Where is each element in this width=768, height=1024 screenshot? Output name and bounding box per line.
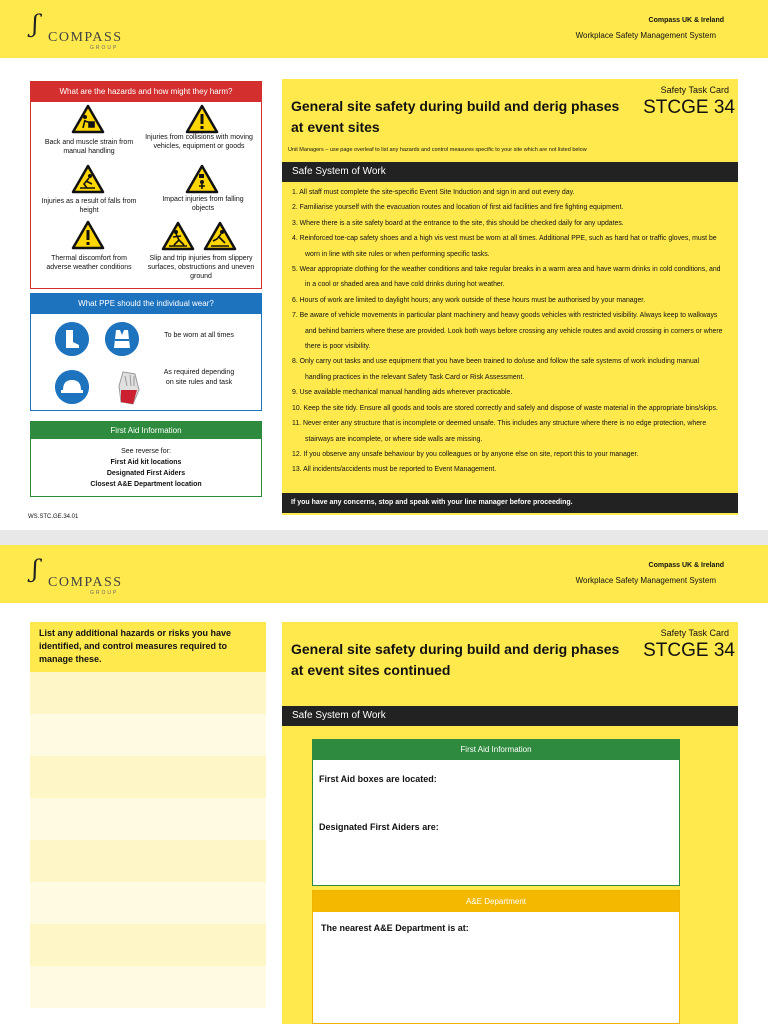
unit-managers-note: Unit Managers – use page overleaf to list any hazards and control measures specific to your site which are not listed below (288, 147, 587, 153)
writing-line[interactable] (30, 882, 266, 924)
manual-handling-warning-icon (71, 104, 105, 134)
hazard-text: Slip and trip injuries from slippery surfaces, obstructions and uneven ground (147, 255, 255, 280)
list-item: 5. Wear appropriate clothing for the weather conditions and take regular breaks in a warm area and have warm drinks in cold conditions, and in a cool or shaded area and have cold drinks during hot weather. (292, 266, 721, 289)
concerns-footer: If you have any concerns, stop and speak with your line manager before proceeding. (282, 493, 738, 513)
first-aid-heading: First Aid Information (313, 740, 679, 760)
writing-line[interactable] (30, 924, 266, 966)
list-item: 3. Where there is a site safety board at the entrance to the site, this should be checked daily for any updates. (292, 219, 624, 227)
first-aid-body (31, 439, 261, 490)
safety-boots-icon (55, 322, 89, 356)
slip-trip-warning-icon (203, 221, 237, 251)
writing-line[interactable] (30, 840, 266, 882)
hazards-heading: What are the hazards and how might they harm? (31, 82, 261, 102)
writing-line[interactable] (30, 756, 266, 798)
list-item: 6. Hours of work are limited to daylight hours; any work outside of these hours must be authorised by your manager. (292, 296, 646, 304)
falling-objects-warning-icon (185, 164, 219, 194)
first-aid-form (312, 739, 680, 886)
compass-logo (30, 555, 140, 596)
list-item: 8. Only carry out tasks and use equipment that you have been trained to do/use and follow the safe systems of work including manual handling practices in the relevant Safety Task Card or Risk Assessment. (292, 358, 700, 381)
list-item: 10. Keep the site tidy. Ensure all goods and tools are stored correctly and safely and dispose of waste material in the appropriate bins/skips. (292, 404, 718, 412)
card-code: STCGE 34 (643, 640, 735, 661)
writing-line[interactable] (30, 798, 266, 840)
hazard-text: Back and muscle strain from manual handling (44, 139, 134, 155)
task-card (282, 79, 738, 515)
steps-list (282, 180, 738, 478)
first-aid-panel (30, 421, 262, 497)
ppe-text: As required depending on site rules and task (163, 369, 235, 386)
system-name: Workplace Safety Management System (575, 31, 716, 40)
hard-hat-icon (55, 370, 89, 404)
org-name: Compass UK & Ireland (648, 17, 724, 24)
fall-warning-icon (71, 164, 105, 194)
org-name: Compass UK & Ireland (648, 562, 724, 569)
card-title: General site safety during build and derig phases at event sites continued (291, 641, 620, 678)
hi-vis-vest-icon (105, 322, 139, 356)
list-item: 11. Never enter any structure that is incomplete or deemed unsafe. This includes any structure where there is no edge protection, where stairways are incomplete, or where side walls are missing. (292, 420, 707, 443)
first-aid-boxes-label: First Aid boxes are located: (319, 774, 437, 784)
list-item: 1. All staff must complete the site-specific Event Site Induction and sign in and out every day. (292, 189, 575, 196)
ppe-text: To be worn at all times (164, 332, 234, 339)
logo-subtext: GROUP (90, 45, 119, 51)
ppe-heading: What PPE should the individual wear? (31, 294, 261, 314)
list-item: 12. If you observe any unsafe behaviour by you colleagues or by anyone else on site, report this to your manager. (292, 450, 639, 458)
safe-system-heading: Safe System of Work (282, 706, 738, 726)
ppe-panel (30, 293, 262, 411)
list-item: 7. Be aware of vehicle movements in particular plant machinery and heavy goods vehicles with restricted visibility. Always keep to walkways and behind barriers where these are provided. Look both ways before crossing any vehicle routes and avoid crossing in corners or where there is poor visibility. (292, 312, 723, 351)
additional-hazards-panel (30, 622, 266, 1024)
slip-trip-warning-icon (161, 221, 195, 251)
first-aiders-label: Designated First Aiders are: (319, 822, 439, 832)
logo-text: COMPASS (48, 575, 123, 590)
first-aid-line: See reverse for: (121, 448, 171, 455)
compass-logo-icon: ʃ (32, 555, 39, 583)
system-name: Workplace Safety Management System (575, 576, 716, 585)
first-aid-line: Designated First Aiders (106, 470, 186, 477)
hazard-text: Injuries from collisions with moving vehicles, equipment or goods (145, 134, 253, 150)
card-label: Safety Task Card (660, 85, 729, 95)
hazard-text: Thermal discomfort from adverse weather conditions (46, 255, 132, 271)
header-bar (0, 545, 768, 603)
document-reference: WS.STC.GE.34.01 (28, 514, 79, 520)
first-aid-heading: First Aid Information (31, 422, 261, 439)
logo-subtext: GROUP (90, 590, 119, 596)
logo-text: COMPASS (48, 30, 123, 45)
list-item: 2. Familiarise yourself with the evacuation routes and location of first aid facilities and fire fighting equipment. (292, 204, 624, 212)
first-aid-line: First Aid kit locations (110, 459, 182, 466)
list-item: 9. Use available mechanical manual handling aids wherever practicable. (292, 389, 513, 397)
header-bar (0, 0, 768, 58)
additional-hazards-heading: List any additional hazards or risks you have identified, and control measures required to manage these. (30, 622, 266, 672)
list-item: 13. All incidents/accidents must be reported to Event Management. (292, 466, 497, 474)
ae-department-form (312, 890, 680, 1024)
general-warning-icon (71, 220, 105, 250)
card-title: General site safety during build and derig phases at event sites (291, 98, 620, 135)
card-code: STCGE 34 (643, 97, 735, 118)
writing-line[interactable] (30, 672, 266, 714)
gloves-icon (113, 368, 147, 408)
list-item: 4. Reinforced toe-cap safety shoes and a high vis vest must be worn at all times. Additional PPE, such as hard hat or traffic gloves, must be worn in line with site rules or when performing specific tasks. (292, 235, 717, 258)
general-warning-icon (185, 104, 219, 134)
compass-logo (30, 10, 140, 51)
card-label: Safety Task Card (660, 628, 729, 638)
safe-system-heading: Safe System of Work (282, 162, 738, 182)
hazard-text: Injuries as a result of falls from height (41, 198, 137, 214)
ae-label: The nearest A&E Department is at: (321, 923, 469, 933)
ae-heading: A&E Department (313, 891, 679, 912)
hazard-text: Impact injuries from falling objects (162, 196, 244, 212)
writing-line[interactable] (30, 966, 266, 1008)
first-aid-line: Closest A&E Department location (90, 481, 202, 488)
writing-line[interactable] (30, 714, 266, 756)
compass-logo-icon: ʃ (32, 10, 39, 38)
hazards-panel (30, 81, 262, 289)
